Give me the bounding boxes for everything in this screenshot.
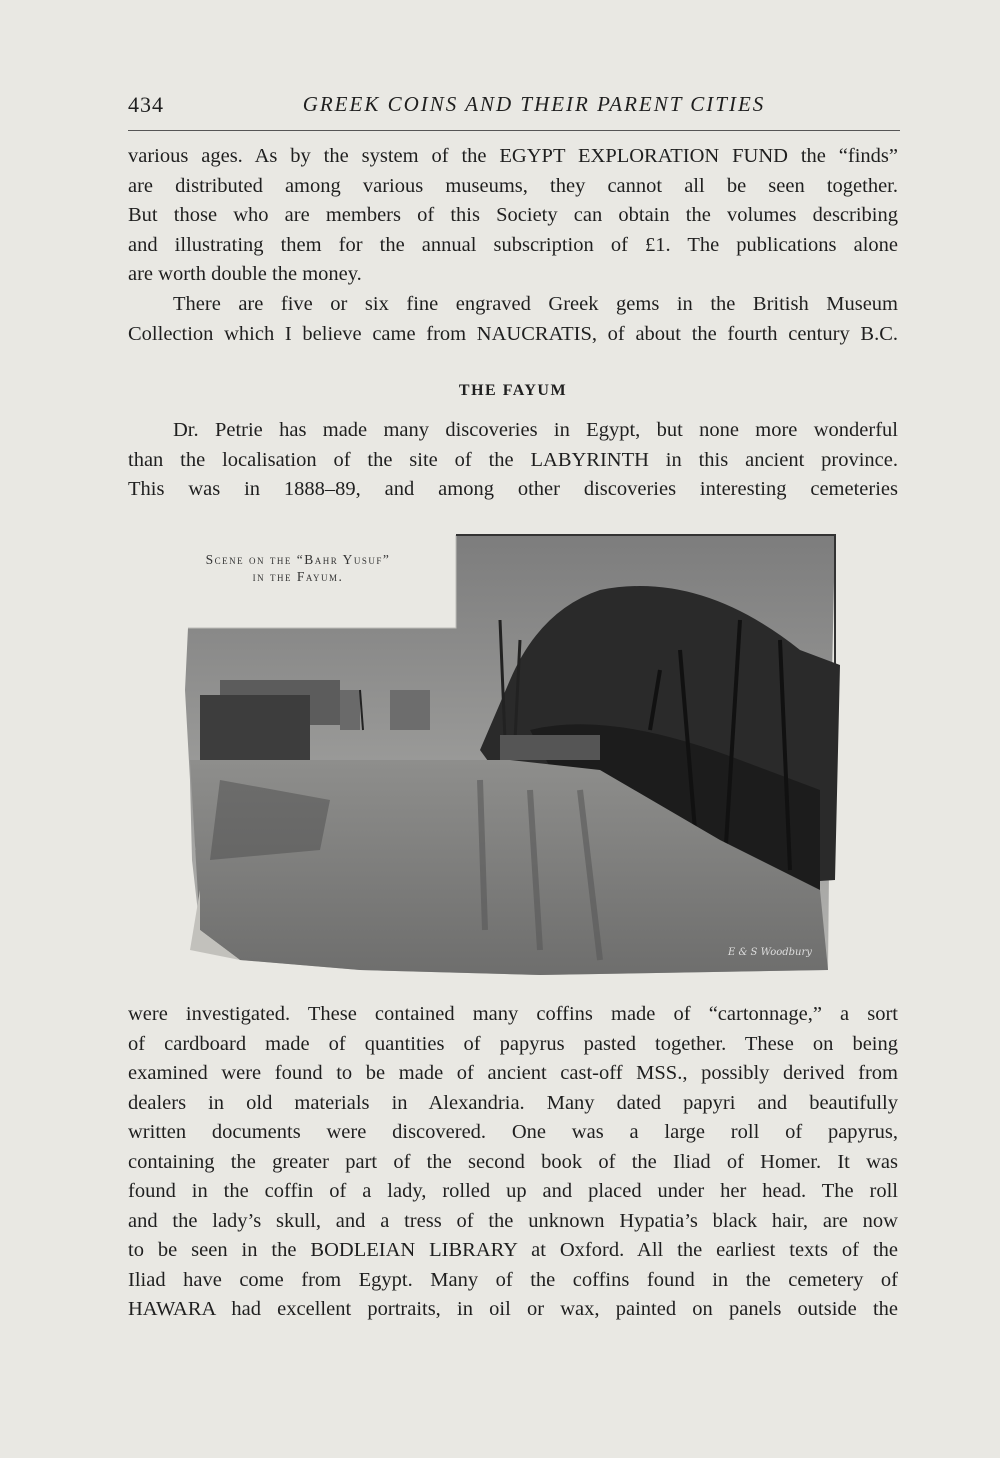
text-line: and illustrating them for the annual subscription of £1. The publications alone xyxy=(128,233,898,256)
page-number: 434 xyxy=(128,92,164,117)
section-heading: THE FAYUM xyxy=(458,382,568,399)
text-line: Collection which I believe came from NAUCRATIS, of about the fourth century B.C. xyxy=(128,322,898,345)
page-header xyxy=(128,92,900,122)
text-line: of cardboard made of quantities of papyrus pasted together. These on being xyxy=(128,1032,898,1055)
text-line: are distributed among various museums, they cannot all be seen together. xyxy=(128,174,898,197)
text-line: Dr. Petrie has made many discoveries in Egypt, but none more wonderful xyxy=(173,419,898,441)
text-line: dealers in old materials in Alexandria. Many dated papyri and beautifully xyxy=(128,1091,898,1114)
text-line: and the lady’s skull, and a tress of the unknown Hypatia’s black hair, are now xyxy=(128,1209,898,1232)
text-line: containing the greater part of the second book of the Iliad of Homer. It was xyxy=(128,1150,898,1173)
paragraph-egypt-exploration-fund xyxy=(128,142,898,290)
text-line: written documents were discovered. One was a large roll of papyrus, xyxy=(128,1121,898,1143)
paragraph-greek-gems xyxy=(128,290,898,349)
text-line: are worth double the money. xyxy=(128,263,362,285)
text-line: to be seen in the BODLEIAN LIBRARY at Oxford. All the earliest texts of the xyxy=(128,1239,898,1261)
text-line: This was in 1888–89, and among other discoveries interesting cemeteries xyxy=(128,478,898,500)
text-line: than the localisation of the site of the LABYRINTH in this ancient province. xyxy=(128,448,898,471)
caption-line: Scene on the “Bahr Yusuf” xyxy=(205,552,391,567)
text-line: There are five or six fine engraved Greek gems in the British Museum xyxy=(173,293,898,315)
text-line: examined were found to be made of ancient cast-off MSS., possibly derived from xyxy=(128,1062,898,1084)
text-line: But those who are members of this Society can obtain the volumes describing xyxy=(128,204,898,226)
text-line: Iliad have come from Egypt. Many of the coffins found in the cemetery of xyxy=(128,1268,898,1291)
text-line: found in the coffin of a lady, rolled up and placed under her head. The roll xyxy=(128,1180,898,1202)
engraver-signature: E & S Woodbury xyxy=(728,947,812,958)
paragraph-hawara-cemetery xyxy=(128,1000,898,1325)
running-title: GREEK COINS AND THEIR PARENT CITIES xyxy=(302,92,766,116)
header-rule xyxy=(128,130,900,131)
engraving-bahr-yusuf xyxy=(180,530,840,980)
text-line: HAWARA had excellent portraits, in oil or wax, painted on panels outside the xyxy=(128,1298,898,1320)
text-line: various ages. As by the system of the EGYPT EXPLORATION FUND the “finds” xyxy=(128,145,898,167)
caption-line: in the Fayum. xyxy=(252,569,344,584)
text-line: were investigated. These contained many coffins made of “cartonnage,” a sort xyxy=(128,1003,898,1025)
paragraph-fayum xyxy=(128,416,898,505)
